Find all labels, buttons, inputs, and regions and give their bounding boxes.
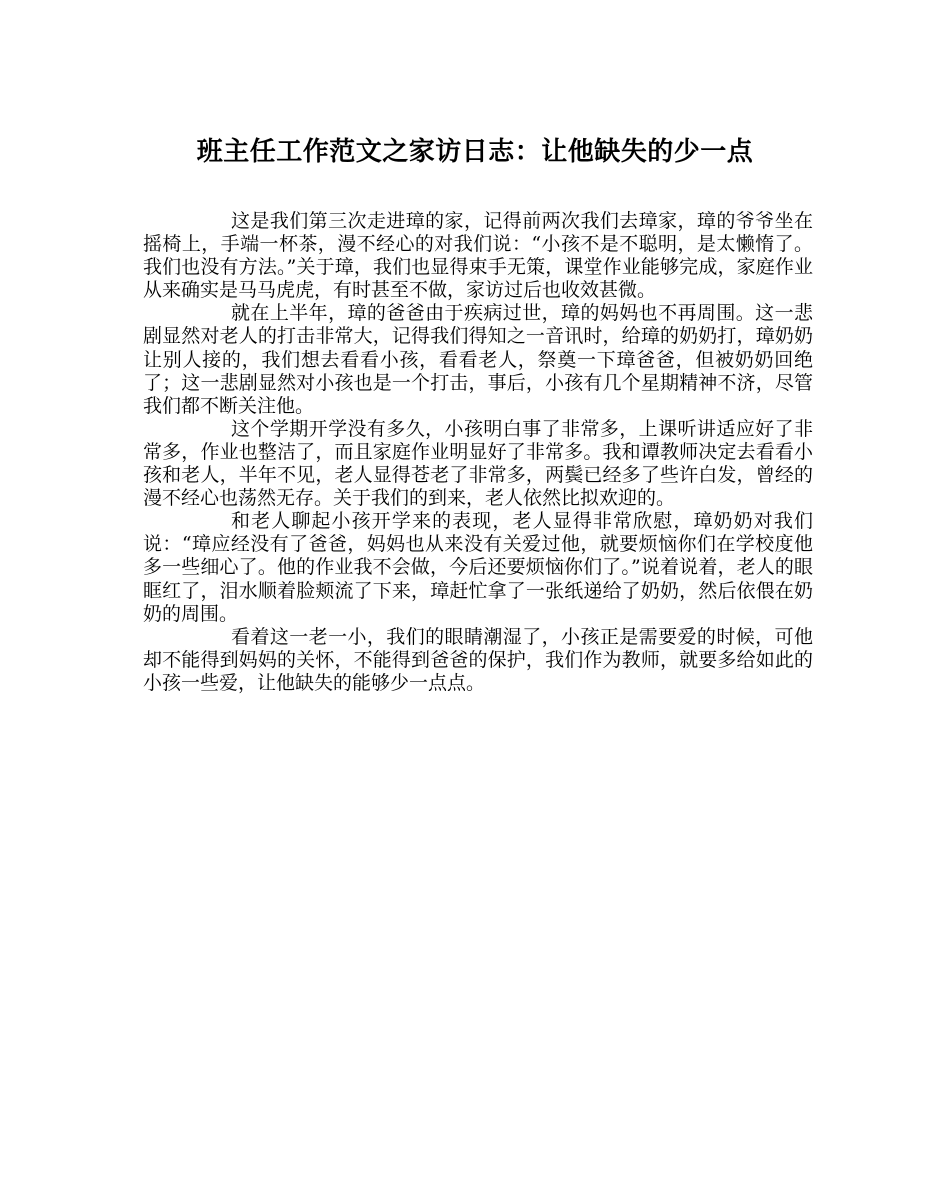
paragraph-5: 看着这一老一小，我们的眼睛潮湿了，小孩正是需要爱的时候，可他却不能得到妈妈的关怀，不能得到爸爸的保护，我们作为教师，就要多给如此的小孩一些爱，让他缺失的能够少一点点。 [143,625,813,694]
paragraph-1: 这是我们第三次走进璋的家，记得前两次我们去璋家，璋的爷爷坐在摇椅上，手端一杯茶，漫不经心的对我们说：“小孩不是不聪明，是太懒惰了。我们也没有方法。”关于璋，我们也显得束手无策，课堂作业能够完成，家庭作业从来确实是马马虎虎，有时甚至不做，家访过后也收效甚微。 [143,210,813,302]
paragraph-4: 和老人聊起小孩开学来的表现，老人显得非常欣慰，璋奶奶对我们说：“璋应经没有了爸爸，妈妈也从来没有关爱过他，就要烦恼你们在学校度他多一些细心了。他的作业我不会做，今后还要烦恼你们了。”说着说着，老人的眼眶红了，泪水顺着脸颊流了下来，璋赶忙拿了一张纸递给了奶奶，然后依偎在奶奶的周围。 [143,510,813,625]
document-title: 班主任工作范文之家访日志：让他缺失的少一点 [196,137,754,167]
paragraph-2: 就在上半年，璋的爸爸由于疾病过世，璋的妈妈也不再周围。这一悲剧显然对老人的打击非常大，记得我们得知之一音讯时，给璋的奶奶打，璋奶奶让别人接的，我们想去看看小孩，看看老人，祭奠一下璋爸爸，但被奶奶回绝了；这一悲剧显然对小孩也是一个打击，事后，小孩有几个星期精神不济，尽管我们都不断关注他。 [143,302,813,417]
paragraph-3: 这个学期开学没有多久，小孩明白事了非常多，上课听讲适应好了非常多，作业也整洁了，而且家庭作业明显好了非常多。我和谭教师决定去看看小孩和老人，半年不见，老人显得苍老了非常多，两鬓已经多了些许白发，曾经的漫不经心也荡然无存。关于我们的到来，老人依然比拟欢迎的。 [143,417,813,510]
document-body [143,210,813,695]
